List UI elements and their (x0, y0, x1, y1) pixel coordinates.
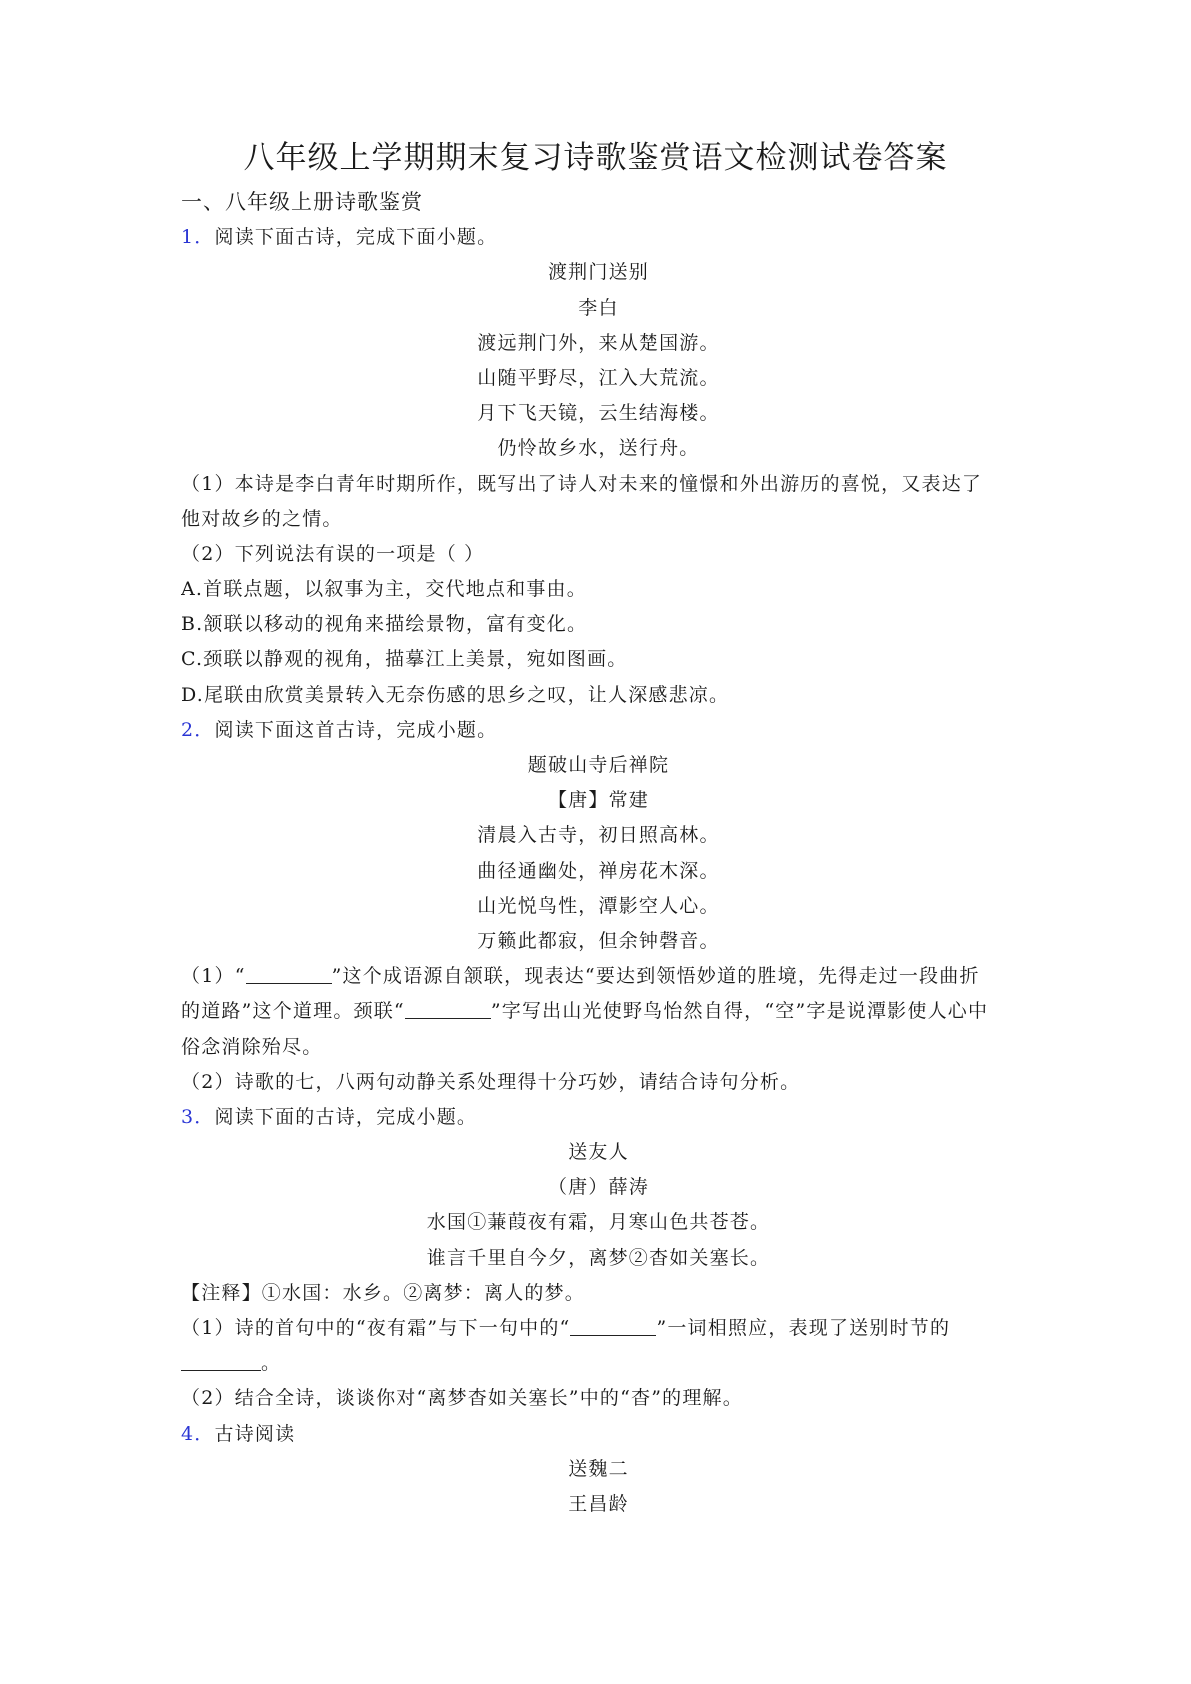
poem-author: 李白 (578, 296, 619, 319)
poem-title: 送友人 (568, 1141, 629, 1164)
text-fragment: （1）“ (181, 965, 246, 988)
question-2-prompt (181, 713, 1016, 748)
document-body (181, 185, 1016, 1522)
sub-question: （2）下列说法有误的一项是（ ） (181, 542, 485, 565)
sub-question-cont (181, 994, 1016, 1029)
question-text: 阅读下面这首古诗，完成小题。 (214, 718, 498, 741)
poem-author: 【唐】常建 (547, 789, 649, 812)
sub-question-cont: 俗念消除殆尽。 (181, 1035, 323, 1058)
poem-author: 王昌龄 (568, 1492, 629, 1515)
text-fragment: ”一词相照应，表现了送别时节的 (656, 1317, 951, 1339)
poem-line: 谁言千里自今夕，离梦②杳如关塞长。 (426, 1246, 771, 1269)
poem-line: 月下飞天镜，云生结海楼。 (477, 402, 720, 425)
poem-title: 题破山寺后禅院 (527, 754, 670, 776)
text-fragment: 的道路”这个道理。颈联“ (181, 1000, 405, 1023)
answer-blank[interactable] (181, 1350, 261, 1371)
option-c: C.颈联以静观的视角，描摹江上美景，宛如图画。 (181, 648, 628, 671)
poem-line: 万籁此都寂，但余钟磬音。 (477, 929, 720, 952)
poem-line: 水国①蒹葭夜有霜，月寒山色共苍苍。 (426, 1211, 771, 1234)
text-fragment: 。 (261, 1352, 282, 1375)
text-fragment: ”这个成语源自颔联，现表达“要达到领悟妙道的胜境，先得走过一段曲折 (331, 965, 980, 988)
question-1-prompt (181, 220, 1016, 255)
sub-question: （1）本诗是李白青年时期所作，既写出了诗人对未来的憧憬和外出游历的喜悦，又表达了 (181, 472, 983, 495)
sub-question-cont (181, 1346, 1016, 1381)
option-a: A.首联点题，以叙事为主，交代地点和事由。 (181, 578, 587, 601)
poem-line: 山随平野尽，江入大荒流。 (477, 366, 720, 389)
question-number: 2． (181, 718, 215, 741)
sub-question: （2）诗歌的七，八两句动静关系处理得十分巧妙，请结合诗句分析。 (181, 1070, 801, 1093)
question-3-prompt (181, 1100, 1016, 1135)
option-d: D.尾联由欣赏美景转入无奈伤感的思乡之叹，让人深感悲凉。 (181, 683, 730, 706)
question-number: 1． (181, 226, 215, 249)
question-text: 阅读下面的古诗，完成小题。 (214, 1105, 478, 1128)
question-number: 4． (181, 1422, 215, 1445)
question-text: 古诗阅读 (214, 1422, 296, 1445)
poem-title: 渡荆门送别 (547, 261, 649, 284)
question-text: 阅读下面古诗，完成下面小题。 (214, 226, 498, 249)
answer-blank[interactable] (246, 963, 332, 984)
question-number: 3． (181, 1105, 215, 1128)
option-b: B.颔联以移动的视角来描绘景物，富有变化。 (181, 613, 588, 636)
annotation-note: 【注释】①水国：水乡。②离梦：离人的梦。 (181, 1281, 586, 1304)
question-4-prompt (181, 1417, 1016, 1452)
answer-blank[interactable] (570, 1315, 656, 1336)
text-fragment: ”字写出山光使野鸟怡然自得，“空”字是说潭影使人心中 (490, 1000, 989, 1023)
sub-question (181, 1311, 1016, 1346)
sub-question-cont: 他对故乡的之情。 (181, 507, 343, 530)
poem-title: 送魏二 (568, 1457, 629, 1480)
poem-line: 清晨入古寺，初日照高林。 (477, 824, 720, 847)
poem-author: （唐）薛涛 (547, 1176, 649, 1199)
answer-blank[interactable] (405, 998, 491, 1019)
sub-question (181, 959, 1016, 994)
poem-line: 山光悦鸟性，潭影空人心。 (477, 894, 720, 917)
page-title: 八年级上学期期末复习诗歌鉴赏语文检测试卷答案 (243, 140, 948, 176)
sub-question: （2）结合全诗，谈谈你对“离梦杳如关塞长”中的“杳”的理解。 (181, 1387, 743, 1410)
poem-line: 渡远荆门外，来从楚国游。 (477, 331, 720, 354)
poem-line: 曲径通幽处，禅房花木深。 (477, 859, 720, 882)
text-fragment: （1）诗的首句中的“夜有霜”与下一句中的“ (181, 1317, 571, 1339)
section-heading: 一、八年级上册诗歌鉴赏 (181, 190, 423, 214)
poem-line: 仍怜故乡水，送行舟。 (497, 437, 700, 460)
